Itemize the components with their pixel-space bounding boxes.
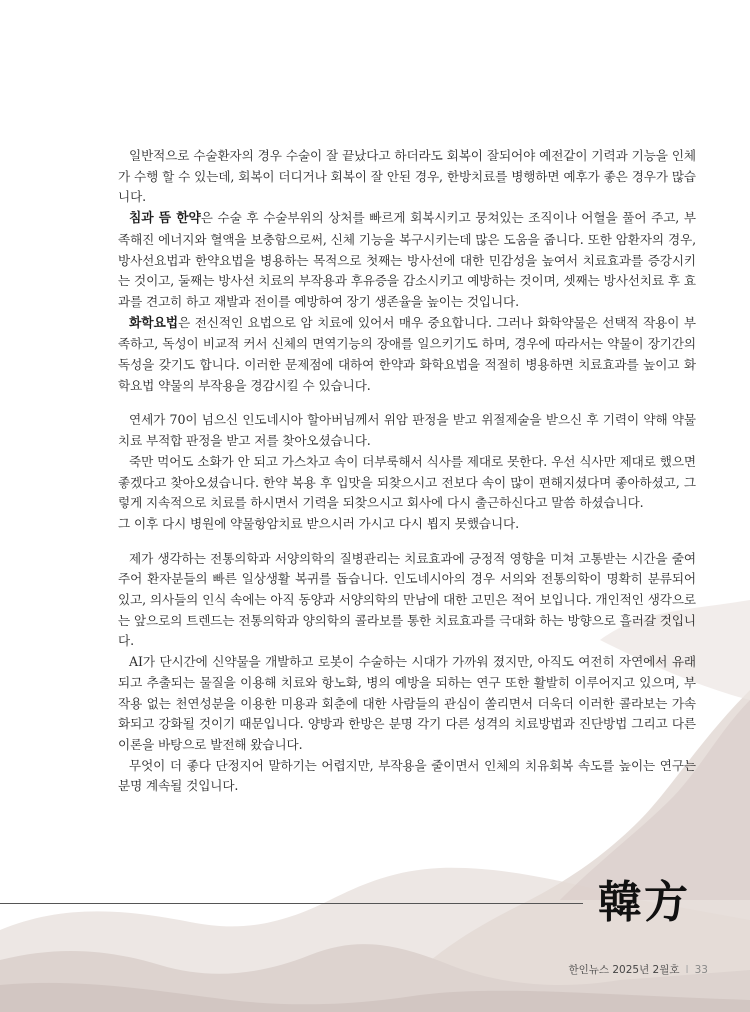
closing-paragraph-2: AI가 단시간에 신약물을 개발하고 로봇이 수술하는 시대가 가까워 졌지만, 아직도 여전히 자연에서 유래되고 추출되는 물질을 이용해 치료와 항노화, 병의 예방을 되하는 연구 또한 활발히 이루어지고 있으며, 부작용 없는 천연성분을 이용한 미용과 회춘에 대한 사람들의 관심이 쏠리면서 더욱더 이러한 콜라보는 가속화되고 강화될 것이기 때문입니다. 양방과 한방은 분명 각기 다른 성격의 치료방법과 진단방법 그리고 다른 이론을 바탕으로 발전해 왔습니다.: [118, 654, 696, 752]
case-paragraph-3: 그 이후 다시 병원에 약물항암치료 받으시러 가시고 다시 뵙지 못했습니다.: [118, 515, 519, 531]
acupuncture-heading: 침과 뜸 한약: [129, 211, 201, 227]
case-paragraph-2: 죽만 먹어도 소화가 안 되고 가스차고 속이 더부룩해서 식사를 제대로 못한다. 우선 식사만 제대로 했으면 좋겠다고 찾아오셨습니다. 한약 복용 후 입맛을 되찾으시고 전보다 속이 많이 편해지셨다며 좋아하셨고, 그렇게 지속적으로 치료를 하시면서 기력을 되찾으시고 회사에 다시 출근하신다고 말씀 하셨습니다.: [118, 453, 696, 511]
publication-name: 한인뉴스 2025년 2월호: [568, 964, 680, 976]
chemo-text: 은 전신적인 요법으로 암 치료에 있어서 매우 중요합니다. 그러나 화학약물은 선택적 작용이 부족하고, 독성이 비교적 커서 신체의 면역기능의 장애를 일으키기도 하며, 경우에 따라서는 약물이 장기간의 독성을 갖기도 합니다. 이러한 문제점에 대하여 한약과 화학요법을 적절히 병용하면 치료효과를 높이고 화학요법 약물의 부작용을 경감시킬 수 있습니다.: [118, 314, 696, 393]
page-footer: [568, 962, 708, 977]
acupuncture-text: 은 수술 후 수술부위의 상처를 빠르게 회복시키고 뭉쳐있는 조직이나 어혈을 풀어 주고, 부족해진 에너지와 혈액을 보충함으로써, 신체 기능을 복구시키는데 많은 도움을 줍니다. 또한 암환자의 경우, 방사선요법과 한약요법을 병용하는 목적으로 첫째는 방사선에 대한 민감성을 높여서 치료효과를 증강시키는 것이고, 둘째는 방사선 치료의 부작용과 후유증을 감소시키고 예방하는 것이며, 셋째는 방사선치료 후 효과를 견고히 하고 재발과 전이를 예방하여 장기 생존율을 높이는 것입니다.: [118, 210, 696, 309]
intro-paragraph: 일반적으로 수술환자의 경우 수술이 잘 끝났다고 하더라도 회복이 잘되어야 예전같이 기력과 기능을 인체가 수행 할 수 있는데, 회복이 더디거나 회복이 잘 안된 경우, 한방치료를 병행하면 예후가 좋은 경우가 많습니다.: [118, 148, 696, 205]
footer-separator: I: [685, 964, 689, 976]
article-body: [118, 146, 696, 797]
case-paragraph-1: 연세가 70이 넘으신 인도네시아 할아버님께서 위암 판정을 받고 위절제술을 받으신 후 기력이 약해 약물치료 부적합 판정을 받고 저를 찾아오셨습니다.: [118, 412, 696, 449]
chemo-paragraph: [118, 313, 696, 397]
closing-paragraph-1: 제가 생각하는 전통의학과 서양의학의 질병관리는 치료효과에 긍정적 영향을 미쳐 고통받는 시간을 줄여주어 환자분들의 빠른 일상생활 복귀를 돕습니다. 인도네시아의 경우 서의와 전통의학이 명확히 분류되어 있고, 의사들의 인식 속에는 아직 동양과 서양의학의 만남에 대한 고민은 적어 보입니다. 개인적인 생각으로는 앞으로의 트렌드는 전통의학과 양의학의 콜라보를 통한 치료효과를 극대화 하는 방향으로 흘러갈 것입니다.: [118, 550, 696, 649]
section-spacer: [118, 396, 696, 410]
page-number: 33: [694, 964, 708, 976]
closing-paragraph-3: 무엇이 더 좋다 단정지어 말하기는 어렵지만, 부작용을 줄이면서 인체의 치유회복 속도를 높이는 연구는 분명 계속될 것입니다.: [118, 757, 696, 794]
divider-line: [0, 903, 583, 904]
acupuncture-paragraph: [118, 208, 696, 313]
section-spacer: [118, 535, 696, 549]
chemo-heading: 화학요법: [129, 315, 179, 331]
brand-calligraphy: 韓方: [598, 877, 690, 928]
